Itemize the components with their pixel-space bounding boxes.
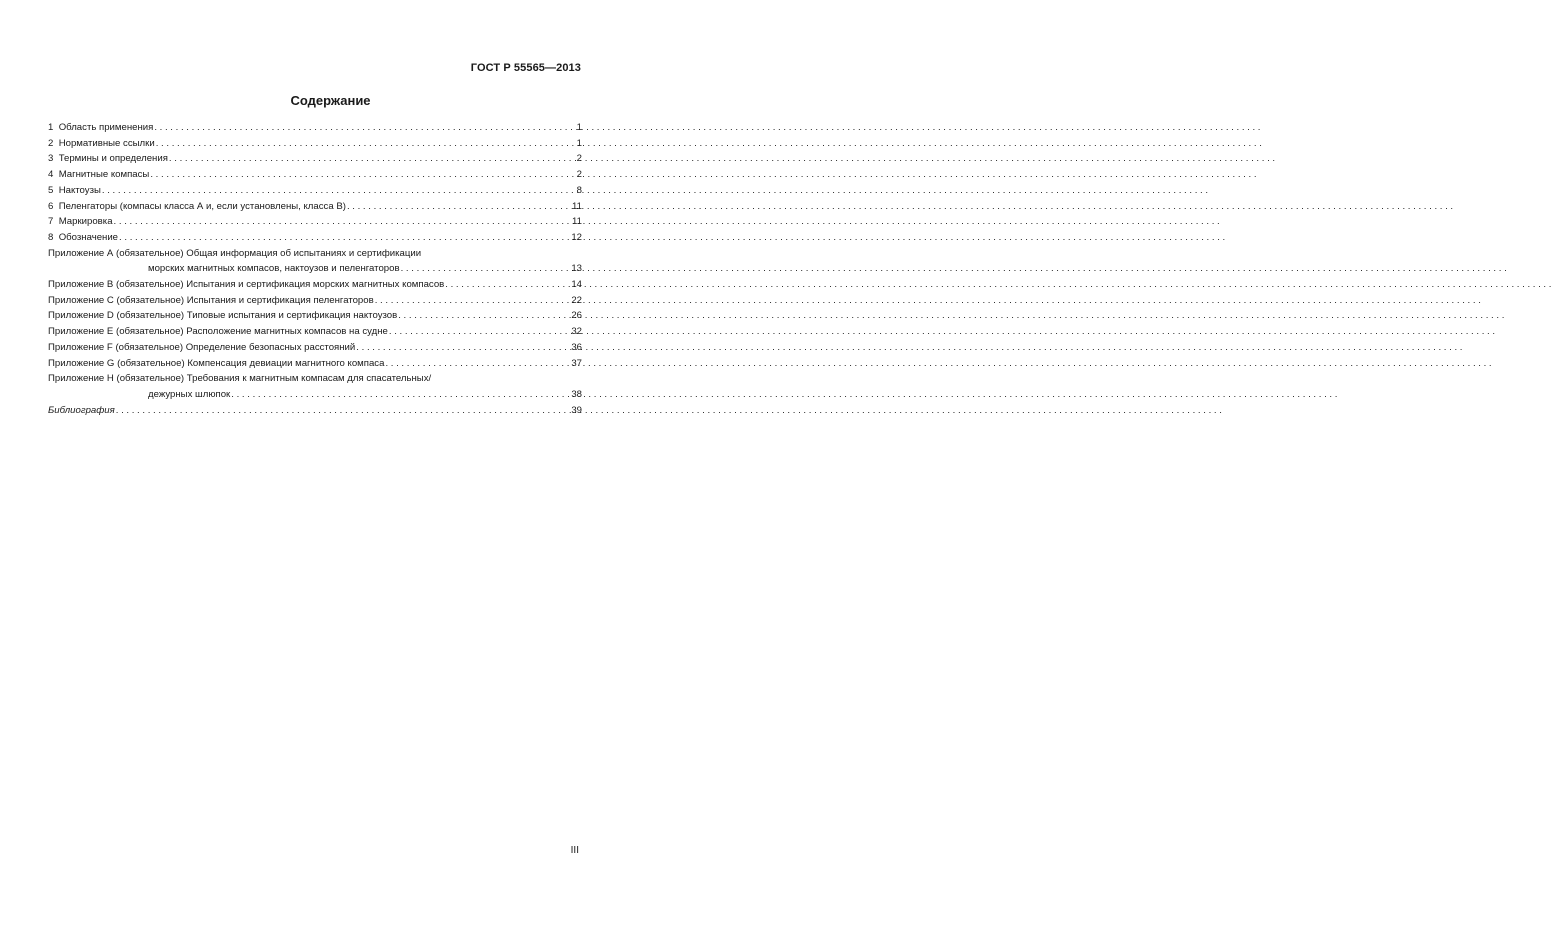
leader-dots — [230, 387, 569, 403]
toc-entry-title: Приложение В (обязательное) Испытания и сертификация морских магнитных компасов — [48, 279, 445, 291]
leader-dots — [388, 324, 569, 340]
toc-entry-page: 1 — [576, 137, 582, 149]
toc-entry[interactable] — [48, 183, 582, 199]
toc-entry-title: Приложение F (обязательное) Определение безопасных расстояний — [48, 341, 356, 353]
toc-entry-page: 22 — [571, 294, 582, 306]
toc-entry-title: Приложение G (обязательное) Компенсация девиации магнитного компаса — [48, 357, 385, 369]
leader-dots — [346, 199, 570, 215]
leader-dots — [101, 183, 575, 199]
toc-entry[interactable] — [48, 151, 582, 167]
toc-entry-title: Магнитные компасы — [58, 169, 150, 181]
toc-entry-page: 11 — [572, 216, 582, 228]
toc-entry-title: Нормативные ссылки — [58, 137, 155, 149]
toc-entry[interactable] — [48, 293, 582, 309]
toc-entry-title: Библиография — [48, 404, 115, 416]
toc-entry-number: 6 — [48, 200, 54, 212]
toc-entry-number: 3 — [48, 153, 54, 165]
toc-entry-number: 4 — [48, 169, 54, 181]
toc-entry-page: 11 — [572, 200, 582, 212]
toc-entry[interactable] — [48, 324, 582, 340]
toc-entry-page: 32 — [571, 326, 582, 338]
toc-entry-page: 37 — [571, 357, 582, 369]
toc-entry-page: 8 — [576, 184, 582, 196]
page-number: III — [570, 845, 579, 856]
toc-entry[interactable] — [48, 340, 582, 356]
toc-entry-title: Обозначение — [58, 231, 119, 243]
leader-dots — [113, 214, 571, 230]
toc-entry[interactable] — [48, 277, 582, 293]
toc-entry-number: 2 — [48, 137, 54, 149]
toc-entry-title: Маркировка — [58, 216, 113, 228]
leader-dots — [153, 120, 574, 136]
toc-entry-number: 5 — [48, 184, 54, 196]
leader-dots — [115, 403, 570, 419]
leader-dots — [149, 167, 574, 183]
toc-entry-title: Приложение D (обязательное) Типовые испытания и сертификация нактоузов — [48, 310, 398, 322]
leader-dots — [397, 308, 569, 324]
toc-entry-number: 1 — [48, 122, 54, 133]
table-of-contents — [48, 120, 582, 418]
toc-entry-page: 2 — [576, 153, 582, 165]
toc-entry-page: 38 — [571, 388, 582, 400]
toc-entry[interactable] — [48, 136, 582, 152]
toc-entry-number: 7 — [48, 216, 54, 228]
toc-entry-page: 39 — [571, 404, 582, 416]
toc-entry-bibliography[interactable] — [48, 403, 582, 419]
toc-entry-title-continuation: дежурных шлюпок — [148, 388, 231, 400]
leader-dots — [374, 293, 570, 309]
toc-entry-page: 12 — [571, 231, 582, 243]
toc-entry-title-continuation: морских магнитных компасов, нактоузов и пеленгаторов — [148, 263, 400, 275]
leader-dots — [384, 356, 569, 372]
toc-entry[interactable] — [48, 167, 582, 183]
leader-dots — [118, 230, 569, 246]
toc-entry[interactable] — [48, 308, 582, 324]
toc-entry-page: 2 — [576, 169, 582, 181]
toc-entry[interactable] — [48, 199, 582, 215]
toc-title: Содержание — [290, 93, 371, 108]
toc-entry-title: Термины и определения — [58, 153, 168, 165]
toc-entry-title: Нактоузы — [58, 184, 101, 196]
leader-dots — [400, 261, 570, 277]
toc-entry-page: 26 — [571, 310, 582, 322]
toc-entry[interactable] — [48, 230, 582, 246]
toc-entry-page: 1 — [576, 122, 582, 133]
toc-entry[interactable] — [48, 356, 582, 372]
toc-entry[interactable] — [48, 246, 582, 277]
toc-entry-title: Область применения — [58, 122, 154, 133]
toc-entry[interactable] — [48, 214, 582, 230]
leader-dots — [444, 277, 569, 293]
toc-entry-title: Приложение А (обязательное) Общая информация об испытаниях и сертификации — [48, 247, 422, 259]
toc-entry-page: 13 — [571, 263, 582, 275]
leader-dots — [355, 340, 569, 356]
toc-entry-page: 14 — [571, 279, 582, 291]
toc-entry-number: 8 — [48, 231, 54, 243]
toc-entry-title: Приложение С (обязательное) Испытания и сертификация пеленгаторов — [48, 294, 374, 306]
document-code: ГОСТ Р 55565—2013 — [470, 62, 581, 74]
toc-entry-title: Пеленгаторы (компасы класса А и, если установлены, класса В) — [58, 200, 346, 212]
leader-dots — [168, 151, 575, 167]
toc-entry[interactable] — [48, 120, 582, 136]
toc-entry-title: Приложение H (обязательное) Требования к магнитным компасам для спасательных/ — [48, 373, 432, 385]
toc-entry-title: Приложение Е (обязательное) Расположение магнитных компасов на судне — [48, 326, 388, 338]
toc-entry-page: 36 — [571, 341, 582, 353]
leader-dots — [155, 136, 575, 152]
toc-entry[interactable] — [48, 371, 582, 402]
